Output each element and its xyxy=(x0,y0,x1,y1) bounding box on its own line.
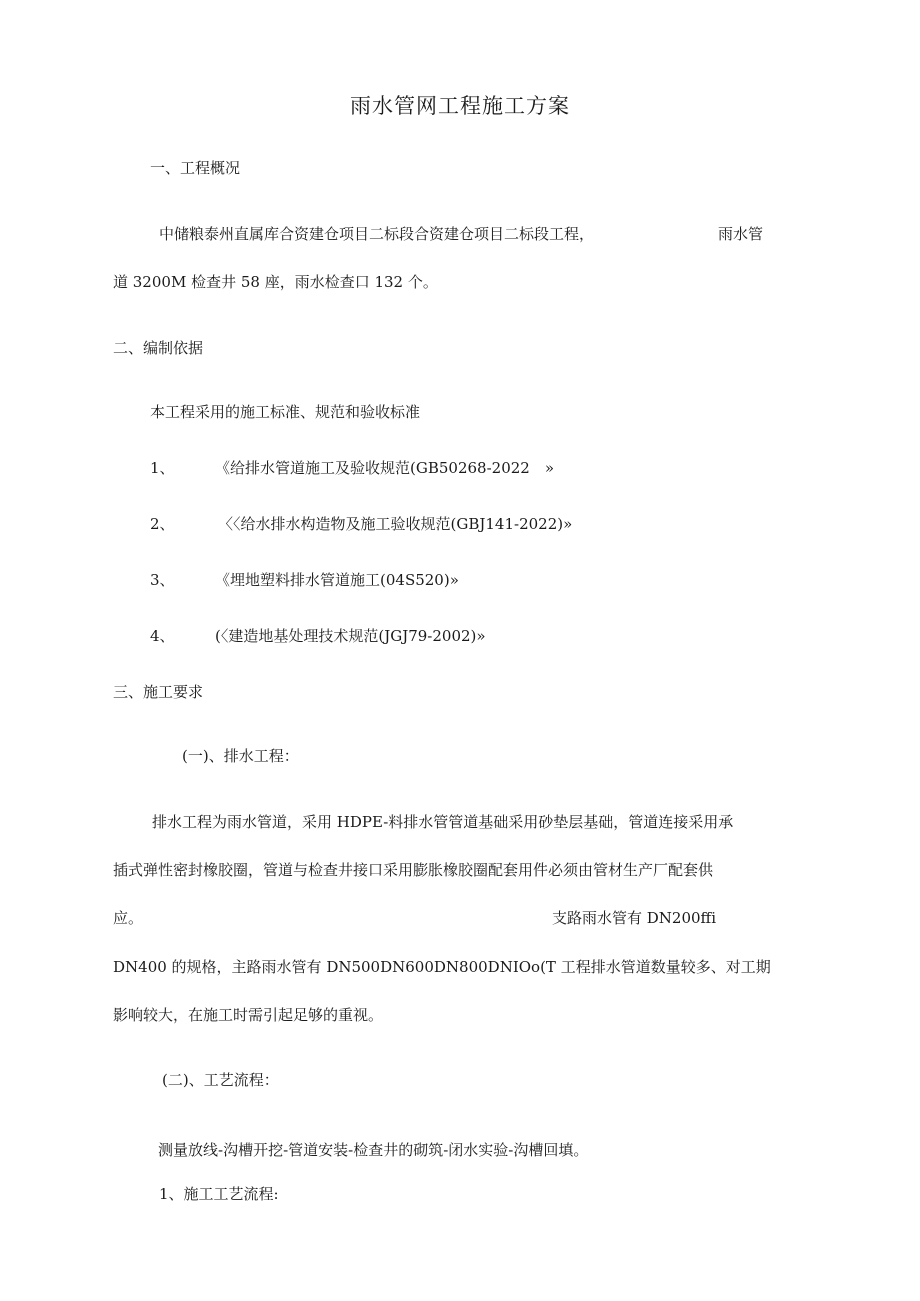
drainage-paragraph-line-1: 排水工程为雨水管道，采用 HDPE-料排水管管道基础采用砂垫层基础，管道连接采用承 xyxy=(152,813,734,831)
section-2-intro: 本工程采用的施工标准、规范和验收标准 xyxy=(150,403,421,421)
drainage-paragraph-line-5: 影响较大，在施工时需引起足够的重视。 xyxy=(113,1006,384,1024)
document-title: 雨水管网工程施工方案 xyxy=(350,94,570,118)
section-3-heading: 三、施工要求 xyxy=(113,683,204,701)
subsection-2-heading: (二)、工艺流程： xyxy=(162,1071,279,1089)
section-1-paragraph-line-1: 中储粮泰州直属库合资建仓项目二标段合资建仓项目二标段工程， xyxy=(159,225,595,243)
standard-item-1-text: 《给排水管道施工及验收规范(GB50268-2022 » xyxy=(215,459,554,477)
subsection-1-heading: (一)、排水工程： xyxy=(182,747,299,765)
standard-item-4-text: (〈建造地基处理技术规范(JGJ79-2002)» xyxy=(215,627,486,645)
standard-item-2-number: 2、 xyxy=(150,515,175,533)
process-flow-item-1: 1、施工工艺流程: xyxy=(159,1185,279,1203)
section-2-heading: 二、编制依据 xyxy=(113,339,204,357)
standard-item-3-text: 《埋地塑料排水管道施工(04S520)» xyxy=(215,571,459,589)
standard-item-3-number: 3、 xyxy=(150,571,175,589)
standard-item-1-number: 1、 xyxy=(150,459,175,477)
drainage-paragraph-line-3: 应。 xyxy=(113,909,144,927)
process-flow-text: 测量放线-沟槽开挖-管道安装-检查井的砌筑-闭水实验-沟槽回填。 xyxy=(158,1141,589,1159)
drainage-paragraph-line-3-end: 支路雨水管有 DN200ffi xyxy=(552,909,717,927)
drainage-paragraph-line-2: 插式弹性密封橡胶圈，管道与检查井接口采用膨胀橡胶圈配套用件必须由管材生产厂配套供 xyxy=(113,861,714,879)
standard-item-2-text: 〈〈给水排水构造物及施工验收规范(GBJ141-2022)» xyxy=(218,515,573,533)
section-1-paragraph-line-1-end: 雨水管 xyxy=(718,225,764,243)
drainage-paragraph-line-4: DN400 的规格，主路雨水管有 DN500DN600DN800DNIOo(T 工程排水管道数量较多、对工期 xyxy=(113,958,771,976)
standard-item-4-number: 4、 xyxy=(150,627,175,645)
section-1-paragraph-line-2: 道 3200M 检查井 58 座，雨水检查口 132 个。 xyxy=(113,273,438,291)
section-1-heading: 一、工程概况 xyxy=(150,159,241,177)
